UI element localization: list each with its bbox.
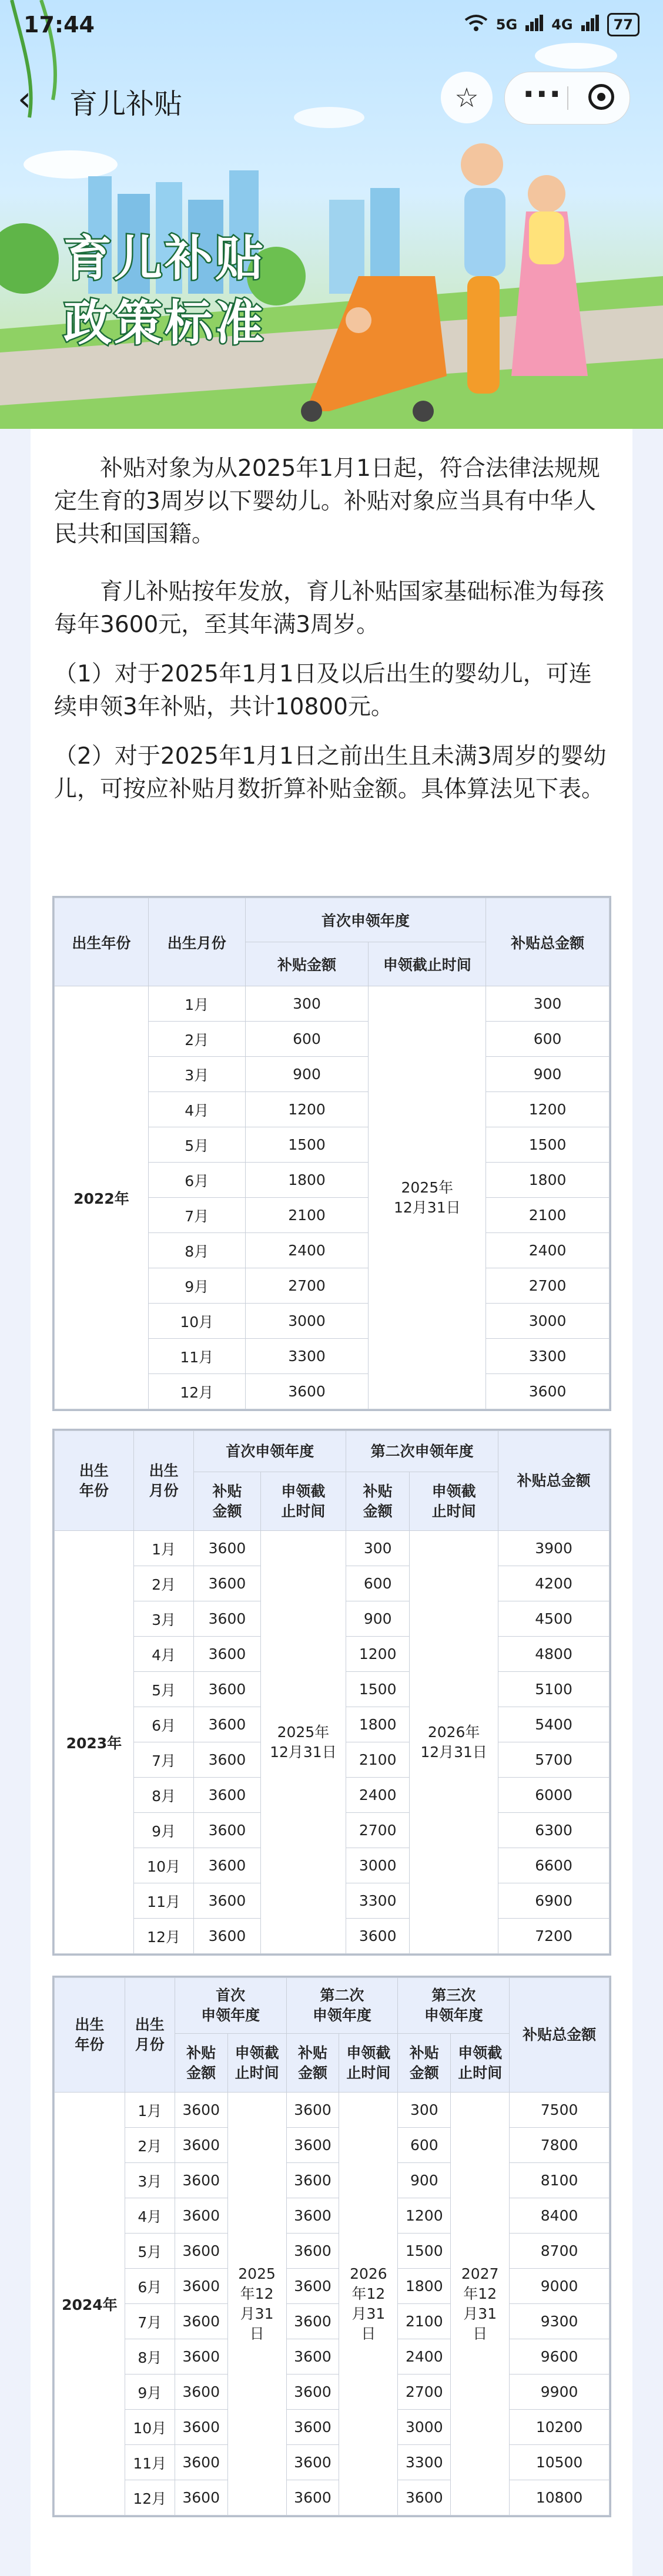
cell-total: 2100 bbox=[486, 1198, 610, 1233]
header-deadline: 申领截止时间 bbox=[369, 942, 486, 986]
header-amount-2: 补贴 金额 bbox=[346, 1472, 410, 1531]
cell-total: 2700 bbox=[486, 1268, 610, 1304]
policy-banner bbox=[0, 0, 663, 429]
battery-icon: 77 bbox=[607, 13, 639, 36]
cell-amount-1: 3600 bbox=[194, 1883, 260, 1919]
cell-amount-3: 3600 bbox=[398, 2480, 451, 2515]
cell-birth-month: 8月 bbox=[125, 2339, 175, 2375]
cell-total: 1800 bbox=[486, 1163, 610, 1198]
signal-bars-icon bbox=[525, 15, 543, 35]
cell-amount-1: 3600 bbox=[175, 2339, 227, 2375]
status-icons bbox=[464, 13, 639, 36]
cell-birth-month: 11月 bbox=[133, 1883, 193, 1919]
cell-total: 10800 bbox=[510, 2480, 610, 2515]
cell-birth-month: 10月 bbox=[133, 1848, 193, 1883]
cell-birth-month: 10月 bbox=[148, 1304, 245, 1339]
cell-birth-month: 12月 bbox=[148, 1374, 245, 1409]
header-amount: 补贴金额 bbox=[245, 942, 369, 986]
cell-amount-1: 3600 bbox=[175, 2445, 227, 2480]
cell-total: 9000 bbox=[510, 2269, 610, 2304]
cell-birth-month: 2月 bbox=[133, 1566, 193, 1601]
cell-birth-month: 7月 bbox=[125, 2304, 175, 2339]
header-amount-3: 补贴 金额 bbox=[398, 2034, 451, 2093]
status-time: 17:44 bbox=[24, 12, 95, 38]
cell-amount-1: 3600 bbox=[175, 2304, 227, 2339]
cell-birth-month: 2月 bbox=[125, 2128, 175, 2163]
cell-amount-1: 3600 bbox=[194, 1848, 260, 1883]
header-first-claim-year: 首次申领年度 bbox=[245, 898, 486, 942]
cell-amount-2: 3600 bbox=[286, 2339, 339, 2375]
cell-birth-month: 4月 bbox=[148, 1092, 245, 1127]
cell-birth-month: 5月 bbox=[133, 1672, 193, 1707]
header-birth-month: 出生 月份 bbox=[133, 1431, 193, 1531]
cell-amount-2: 3600 bbox=[286, 2410, 339, 2445]
paragraph-rule-1: （1）对于2025年1月1日及以后出生的婴幼儿，可连续申领3年补贴，共计10800元。 bbox=[54, 661, 592, 720]
cell-total: 3300 bbox=[486, 1339, 610, 1374]
cell-total: 8400 bbox=[510, 2198, 610, 2234]
cell-total: 1200 bbox=[486, 1092, 610, 1127]
cell-amount-2: 3600 bbox=[286, 2128, 339, 2163]
cell-birth-month: 4月 bbox=[125, 2198, 175, 2234]
cell-total: 3900 bbox=[498, 1531, 610, 1566]
cell-amount-2: 2700 bbox=[346, 1813, 410, 1848]
page-title: 育儿补贴 bbox=[69, 88, 183, 120]
cell-total: 9600 bbox=[510, 2339, 610, 2375]
cell-amount-2: 3600 bbox=[286, 2198, 339, 2234]
cell-amount: 1200 bbox=[245, 1092, 369, 1127]
header-amount-1: 补贴 金额 bbox=[194, 1472, 260, 1531]
cell-birth-month: 1月 bbox=[125, 2093, 175, 2128]
cell-birth-month: 2月 bbox=[148, 1022, 245, 1057]
header-deadline-3: 申领截 止时间 bbox=[451, 2034, 510, 2093]
cell-deadline-2: 2026年 12月31日 bbox=[410, 1531, 498, 1954]
header-birth-year: 出生年份 bbox=[55, 898, 149, 986]
cell-amount-1: 3600 bbox=[175, 2375, 227, 2410]
cell-amount-1: 3600 bbox=[175, 2269, 227, 2304]
cell-birth-year: 2022年 bbox=[55, 986, 149, 1409]
banner-illustration bbox=[0, 0, 663, 429]
cell-deadline: 2025年 12月31日 bbox=[369, 986, 486, 1409]
close-mini-program-icon[interactable] bbox=[588, 84, 614, 110]
table-row bbox=[55, 2375, 610, 2410]
table-row bbox=[55, 2269, 610, 2304]
cell-total: 6900 bbox=[498, 1883, 610, 1919]
cell-amount-2: 3600 bbox=[286, 2304, 339, 2339]
cell-amount-1: 3600 bbox=[194, 1637, 260, 1672]
more-options-icon[interactable]: ··· bbox=[523, 76, 562, 113]
cell-amount-2: 3600 bbox=[346, 1919, 410, 1954]
cell-birth-month: 7月 bbox=[148, 1198, 245, 1233]
header-first-claim-year: 首次申领年度 bbox=[194, 1431, 346, 1472]
cell-birth-month: 9月 bbox=[133, 1813, 193, 1848]
cell-amount-1: 3600 bbox=[194, 1919, 260, 1954]
cell-amount: 300 bbox=[245, 986, 369, 1022]
capsule-divider bbox=[567, 86, 568, 110]
cell-amount-1: 3600 bbox=[175, 2234, 227, 2269]
cell-deadline-1: 2025年 12月31日 bbox=[260, 1531, 346, 1954]
cell-amount-2: 1200 bbox=[346, 1637, 410, 1672]
nav-bar bbox=[0, 70, 663, 129]
cell-birth-month: 11月 bbox=[125, 2445, 175, 2480]
cell-birth-month: 3月 bbox=[148, 1057, 245, 1092]
header-birth-year: 出生 年份 bbox=[55, 1431, 134, 1531]
cell-total: 4500 bbox=[498, 1601, 610, 1637]
table-row bbox=[55, 2480, 610, 2515]
header-deadline-2: 申领截 止时间 bbox=[339, 2034, 398, 2093]
cell-amount-1: 3600 bbox=[194, 1707, 260, 1742]
cell-birth-month: 5月 bbox=[125, 2234, 175, 2269]
cell-amount-3: 3300 bbox=[398, 2445, 451, 2480]
cell-total: 8700 bbox=[510, 2234, 610, 2269]
table-row bbox=[55, 2198, 610, 2234]
subsidy-table-2024 bbox=[54, 1977, 610, 2515]
cell-amount-1: 3600 bbox=[194, 1566, 260, 1601]
table-row bbox=[55, 2128, 610, 2163]
cell-amount-2: 3600 bbox=[286, 2480, 339, 2515]
content-card bbox=[31, 429, 632, 2576]
cell-amount-2: 1500 bbox=[346, 1672, 410, 1707]
cell-amount-2: 3600 bbox=[286, 2445, 339, 2480]
cell-total: 3000 bbox=[486, 1304, 610, 1339]
cell-birth-month: 11月 bbox=[148, 1339, 245, 1374]
banner-title-line1: 育儿补贴 bbox=[63, 231, 266, 287]
cell-amount-3: 2100 bbox=[398, 2304, 451, 2339]
table-row bbox=[55, 2234, 610, 2269]
cell-amount-2: 1800 bbox=[346, 1707, 410, 1742]
cell-amount-2: 900 bbox=[346, 1601, 410, 1637]
cell-birth-year: 2023年 bbox=[55, 1531, 134, 1954]
cell-birth-year: 2024年 bbox=[55, 2093, 125, 2515]
cell-birth-month: 9月 bbox=[148, 1268, 245, 1304]
signal-5g-icon: 5G bbox=[495, 16, 518, 33]
cell-amount-1: 3600 bbox=[194, 1601, 260, 1637]
cell-amount-1: 3600 bbox=[175, 2198, 227, 2234]
cell-total: 10500 bbox=[510, 2445, 610, 2480]
cell-amount-2: 3600 bbox=[286, 2234, 339, 2269]
cell-total: 7200 bbox=[498, 1919, 610, 1954]
cell-birth-month: 12月 bbox=[125, 2480, 175, 2515]
cell-deadline-1: 2025 年12 月31 日 bbox=[227, 2093, 286, 2515]
cell-total: 6600 bbox=[498, 1848, 610, 1883]
header-third-claim-year: 第三次 申领年度 bbox=[398, 1978, 510, 2034]
cell-amount: 3000 bbox=[245, 1304, 369, 1339]
cell-amount-2: 2400 bbox=[346, 1778, 410, 1813]
wifi-icon bbox=[464, 14, 488, 35]
cell-total: 10200 bbox=[510, 2410, 610, 2445]
header-total-amount: 补贴总金额 bbox=[510, 1978, 610, 2093]
cell-amount-3: 600 bbox=[398, 2128, 451, 2163]
cell-amount-2: 300 bbox=[346, 1531, 410, 1566]
cell-amount-1: 3600 bbox=[175, 2480, 227, 2515]
cell-amount-2: 3300 bbox=[346, 1883, 410, 1919]
cell-amount-3: 2700 bbox=[398, 2375, 451, 2410]
table-row bbox=[55, 986, 610, 1022]
banner-title-line2: 政策标准 bbox=[63, 295, 266, 351]
cell-birth-month: 4月 bbox=[133, 1637, 193, 1672]
cell-birth-month: 5月 bbox=[148, 1127, 245, 1163]
signal-4g-icon: 4G bbox=[551, 16, 573, 33]
header-deadline-1: 申领截 止时间 bbox=[227, 2034, 286, 2093]
cell-birth-month: 9月 bbox=[125, 2375, 175, 2410]
table-row bbox=[55, 2093, 610, 2128]
cell-amount-1: 3600 bbox=[194, 1742, 260, 1778]
cell-amount: 3300 bbox=[245, 1339, 369, 1374]
cell-amount-1: 3600 bbox=[175, 2410, 227, 2445]
header-second-claim-year: 第二次申领年度 bbox=[346, 1431, 498, 1472]
cell-birth-month: 7月 bbox=[133, 1742, 193, 1778]
cell-total: 7500 bbox=[510, 2093, 610, 2128]
cell-amount: 2700 bbox=[245, 1268, 369, 1304]
subsidy-table-2023 bbox=[54, 1430, 610, 1954]
cell-total: 1500 bbox=[486, 1127, 610, 1163]
cell-total: 5700 bbox=[498, 1742, 610, 1778]
table-row bbox=[55, 2163, 610, 2198]
cell-total: 9300 bbox=[510, 2304, 610, 2339]
cell-total: 8100 bbox=[510, 2163, 610, 2198]
cell-amount-2: 3600 bbox=[286, 2093, 339, 2128]
cell-birth-month: 1月 bbox=[148, 986, 245, 1022]
cell-total: 5400 bbox=[498, 1707, 610, 1742]
cell-total: 9900 bbox=[510, 2375, 610, 2410]
subsidy-table-2022 bbox=[54, 898, 610, 1409]
cell-amount-3: 1200 bbox=[398, 2198, 451, 2234]
cell-birth-month: 6月 bbox=[125, 2269, 175, 2304]
cell-amount-2: 3000 bbox=[346, 1848, 410, 1883]
cell-amount: 3600 bbox=[245, 1374, 369, 1409]
header-total-amount: 补贴总金额 bbox=[498, 1431, 610, 1531]
header-birth-month: 出生 月份 bbox=[125, 1978, 175, 2093]
cell-amount: 1800 bbox=[245, 1163, 369, 1198]
cell-amount-2: 3600 bbox=[286, 2269, 339, 2304]
cell-amount-1: 3600 bbox=[175, 2093, 227, 2128]
cell-amount: 2100 bbox=[245, 1198, 369, 1233]
status-bar bbox=[0, 0, 663, 59]
cell-amount-2: 3600 bbox=[286, 2163, 339, 2198]
cell-total: 4200 bbox=[498, 1566, 610, 1601]
header-amount-1: 补贴 金额 bbox=[175, 2034, 227, 2093]
table-row bbox=[55, 1531, 610, 1566]
cell-amount-2: 2100 bbox=[346, 1742, 410, 1778]
cell-amount: 2400 bbox=[245, 1233, 369, 1268]
mini-program-capsule bbox=[504, 72, 630, 125]
cell-birth-month: 1月 bbox=[133, 1531, 193, 1566]
cell-amount-1: 3600 bbox=[194, 1778, 260, 1813]
cell-amount-3: 2400 bbox=[398, 2339, 451, 2375]
header-total-amount: 补贴总金额 bbox=[486, 898, 610, 986]
cell-total: 5100 bbox=[498, 1672, 610, 1707]
cell-total: 2400 bbox=[486, 1233, 610, 1268]
header-deadline-1: 申领截 止时间 bbox=[260, 1472, 346, 1531]
cell-amount-3: 1500 bbox=[398, 2234, 451, 2269]
cell-total: 6000 bbox=[498, 1778, 610, 1813]
cell-total: 600 bbox=[486, 1022, 610, 1057]
table-row bbox=[55, 2304, 610, 2339]
cell-birth-month: 8月 bbox=[133, 1778, 193, 1813]
cell-amount-1: 3600 bbox=[175, 2128, 227, 2163]
header-deadline-2: 申领截 止时间 bbox=[410, 1472, 498, 1531]
signal-bars-2-icon bbox=[581, 15, 599, 35]
cell-amount: 900 bbox=[245, 1057, 369, 1092]
cell-birth-month: 6月 bbox=[133, 1707, 193, 1742]
header-birth-year: 出生 年份 bbox=[55, 1978, 125, 2093]
cell-amount-3: 300 bbox=[398, 2093, 451, 2128]
cell-amount: 600 bbox=[245, 1022, 369, 1057]
table-row bbox=[55, 2339, 610, 2375]
cell-amount-3: 1800 bbox=[398, 2269, 451, 2304]
cell-amount-1: 3600 bbox=[194, 1672, 260, 1707]
cell-amount-1: 3600 bbox=[194, 1531, 260, 1566]
cell-deadline-3: 2027 年12 月31 日 bbox=[451, 2093, 510, 2515]
table-row bbox=[55, 2445, 610, 2480]
cell-birth-month: 3月 bbox=[133, 1601, 193, 1637]
cell-amount-1: 3600 bbox=[194, 1813, 260, 1848]
cell-total: 900 bbox=[486, 1057, 610, 1092]
header-birth-month: 出生月份 bbox=[148, 898, 245, 986]
header-second-claim-year: 第二次 申领年度 bbox=[286, 1978, 398, 2034]
cell-amount-3: 3000 bbox=[398, 2410, 451, 2445]
cell-total: 6300 bbox=[498, 1813, 610, 1848]
cell-birth-month: 3月 bbox=[125, 2163, 175, 2198]
cell-birth-month: 6月 bbox=[148, 1163, 245, 1198]
cell-amount-2: 600 bbox=[346, 1566, 410, 1601]
cell-birth-month: 12月 bbox=[133, 1919, 193, 1954]
cell-total: 7800 bbox=[510, 2128, 610, 2163]
cell-total: 4800 bbox=[498, 1637, 610, 1672]
table-row bbox=[55, 2410, 610, 2445]
cell-total: 3600 bbox=[486, 1374, 610, 1409]
header-amount-2: 补贴 金额 bbox=[286, 2034, 339, 2093]
cell-deadline-2: 2026 年12 月31 日 bbox=[339, 2093, 398, 2515]
paragraph-rule-2: （2）对于2025年1月1日之前出生且未满3周岁的婴幼儿，可按应补贴月数折算补贴金额。具体算法见下表。 bbox=[54, 743, 607, 802]
paragraph-subsidy-standard: 育儿补贴按年发放，育儿补贴国家基础标准为每孩每年3600元，至其年满3周岁。 bbox=[54, 579, 605, 638]
cell-amount-3: 900 bbox=[398, 2163, 451, 2198]
cell-birth-month: 8月 bbox=[148, 1233, 245, 1268]
cell-total: 300 bbox=[486, 986, 610, 1022]
paragraph-subsidy-target: 补贴对象为从2025年1月1日起，符合法律法规规定生育的3周岁以下婴幼儿。补贴对象应当具有中华人民共和国国籍。 bbox=[54, 455, 600, 548]
cell-birth-month: 10月 bbox=[125, 2410, 175, 2445]
cell-amount: 1500 bbox=[245, 1127, 369, 1163]
cell-amount-2: 3600 bbox=[286, 2375, 339, 2410]
favorite-star-icon[interactable]: ☆ bbox=[441, 72, 493, 123]
back-arrow-icon[interactable]: ‹ bbox=[18, 79, 32, 119]
header-first-claim-year: 首次 申领年度 bbox=[175, 1978, 286, 2034]
cell-amount-1: 3600 bbox=[175, 2163, 227, 2198]
